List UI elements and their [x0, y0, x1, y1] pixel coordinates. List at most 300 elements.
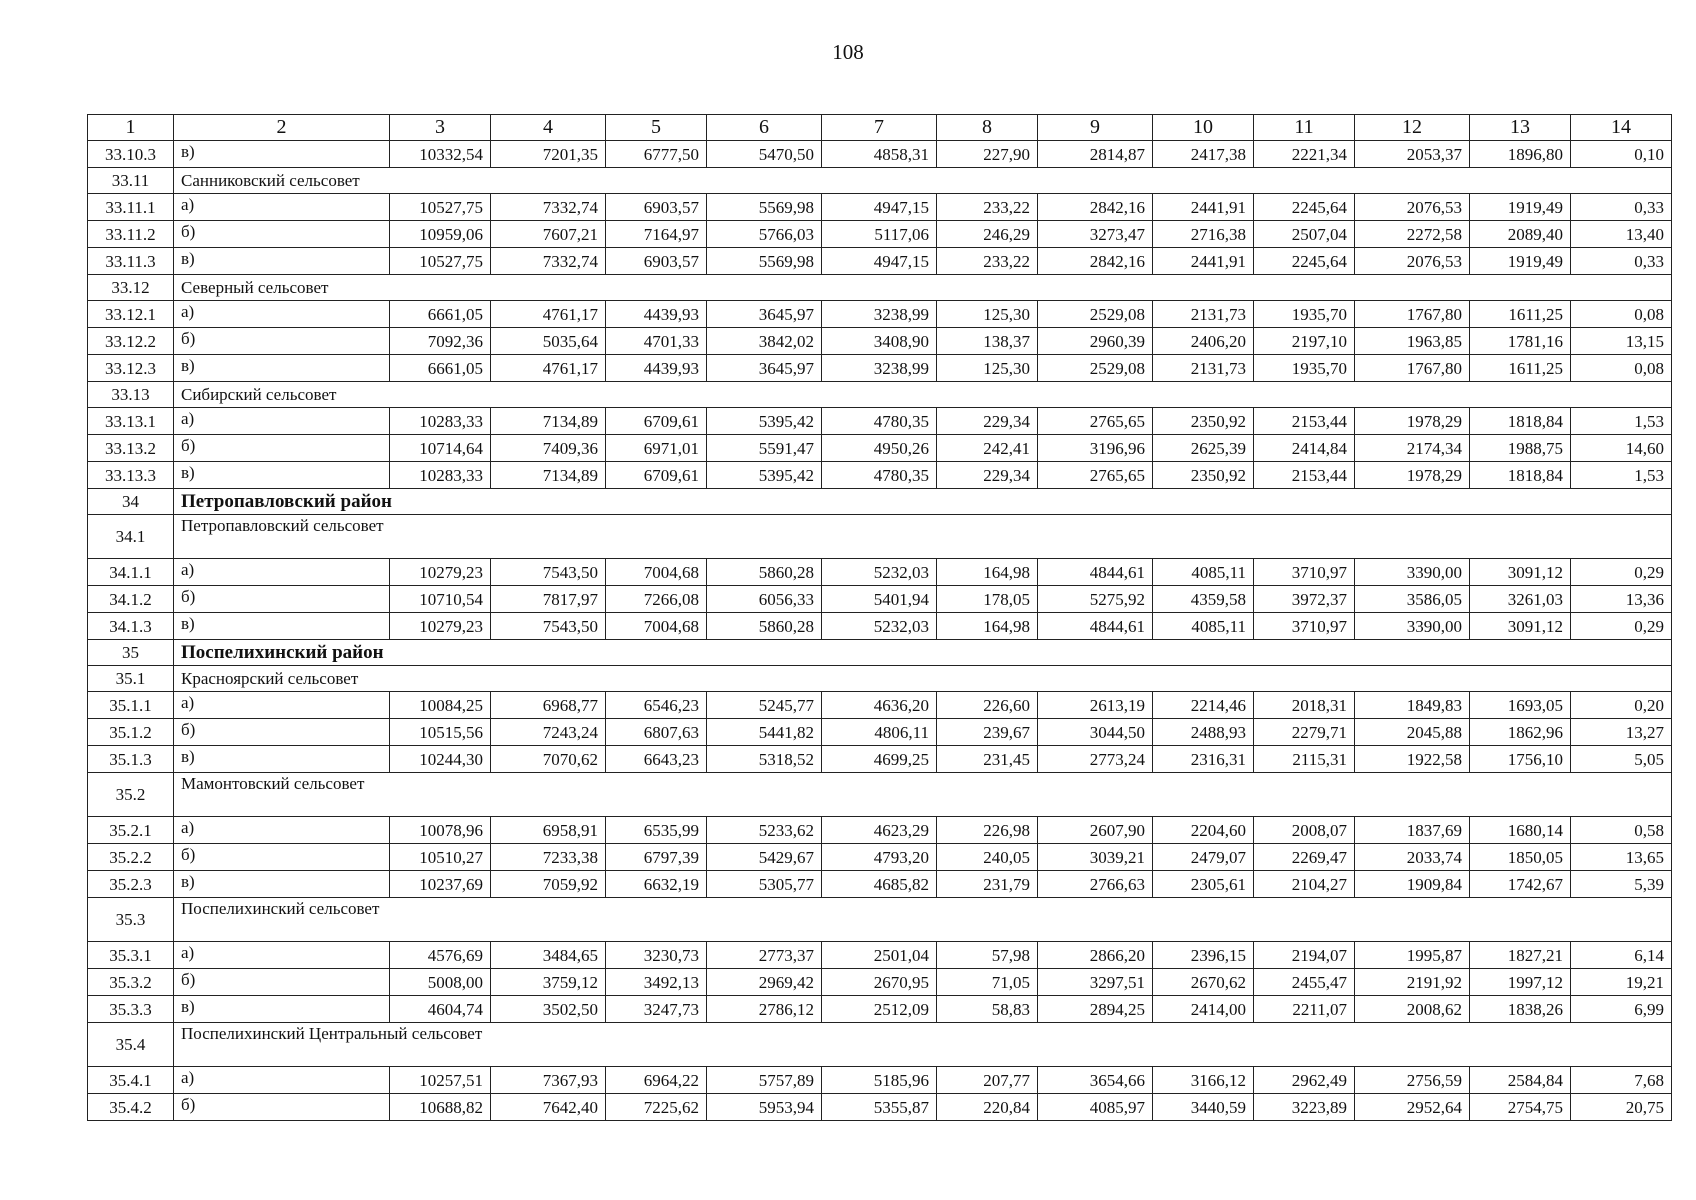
row-code: 33.12.1 — [88, 301, 174, 328]
value-cell: 125,30 — [937, 355, 1038, 382]
value-cell: 239,67 — [937, 719, 1038, 746]
value-cell: 4844,61 — [1038, 613, 1153, 640]
value-cell: 4858,31 — [822, 141, 937, 168]
row-letter: а) — [174, 408, 390, 435]
value-cell: 240,05 — [937, 844, 1038, 871]
value-cell: 10237,69 — [390, 871, 491, 898]
value-cell: 4806,11 — [822, 719, 937, 746]
row-code: 34.1.3 — [88, 613, 174, 640]
value-cell: 5355,87 — [822, 1094, 937, 1121]
section-name: Поспелихинский сельсовет — [174, 898, 1672, 942]
section-code: 33.11 — [88, 168, 174, 194]
row-letter: в) — [174, 996, 390, 1023]
value-cell: 3972,37 — [1254, 586, 1355, 613]
value-cell: 7004,68 — [606, 613, 707, 640]
value-cell: 3586,05 — [1355, 586, 1470, 613]
value-cell: 6,99 — [1571, 996, 1672, 1023]
value-cell: 1818,84 — [1470, 408, 1571, 435]
value-cell: 2417,38 — [1153, 141, 1254, 168]
district-name: Петропавловский район — [174, 489, 1672, 515]
value-cell: 1,53 — [1571, 408, 1672, 435]
value-cell: 2089,40 — [1470, 221, 1571, 248]
row-letter: а) — [174, 559, 390, 586]
value-cell: 2008,62 — [1355, 996, 1470, 1023]
value-cell: 2441,91 — [1153, 248, 1254, 275]
table-row — [88, 435, 1672, 462]
value-cell: 7332,74 — [491, 248, 606, 275]
value-cell: 2479,07 — [1153, 844, 1254, 871]
value-cell: 2104,27 — [1254, 871, 1355, 898]
value-cell: 3710,97 — [1254, 613, 1355, 640]
value-cell: 6807,63 — [606, 719, 707, 746]
table-row — [88, 942, 1672, 969]
table-row — [88, 141, 1672, 168]
value-cell: 2214,46 — [1153, 692, 1254, 719]
value-cell: 231,79 — [937, 871, 1038, 898]
value-cell: 207,77 — [937, 1067, 1038, 1094]
row-letter: а) — [174, 692, 390, 719]
value-cell: 220,84 — [937, 1094, 1038, 1121]
row-letter: в) — [174, 871, 390, 898]
value-cell: 19,21 — [1571, 969, 1672, 996]
value-cell: 4947,15 — [822, 194, 937, 221]
section-name: Красноярский сельсовет — [174, 666, 1672, 692]
value-cell: 1693,05 — [1470, 692, 1571, 719]
value-cell: 2406,20 — [1153, 328, 1254, 355]
value-cell: 1818,84 — [1470, 462, 1571, 489]
value-cell: 4844,61 — [1038, 559, 1153, 586]
value-cell: 6709,61 — [606, 462, 707, 489]
value-cell: 13,27 — [1571, 719, 1672, 746]
value-cell: 125,30 — [937, 301, 1038, 328]
value-cell: 3223,89 — [1254, 1094, 1355, 1121]
section-code: 35.2 — [88, 773, 174, 817]
value-cell: 164,98 — [937, 613, 1038, 640]
value-cell: 3759,12 — [491, 969, 606, 996]
section-name: Петропавловский сельсовет — [174, 515, 1672, 559]
table-row — [88, 328, 1672, 355]
table-row — [88, 871, 1672, 898]
row-code: 35.2.3 — [88, 871, 174, 898]
value-cell: 6535,99 — [606, 817, 707, 844]
section-row — [88, 666, 1672, 692]
table-row — [88, 194, 1672, 221]
column-header: 7 — [822, 115, 937, 141]
value-cell: 3166,12 — [1153, 1067, 1254, 1094]
table-row — [88, 969, 1672, 996]
value-cell: 2894,25 — [1038, 996, 1153, 1023]
value-cell: 5766,03 — [707, 221, 822, 248]
value-cell: 2197,10 — [1254, 328, 1355, 355]
value-cell: 6777,50 — [606, 141, 707, 168]
value-cell: 4780,35 — [822, 408, 937, 435]
value-cell: 3044,50 — [1038, 719, 1153, 746]
section-code: 35.1 — [88, 666, 174, 692]
value-cell: 3091,12 — [1470, 559, 1571, 586]
row-letter: в) — [174, 462, 390, 489]
value-cell: 2441,91 — [1153, 194, 1254, 221]
value-cell: 5860,28 — [707, 559, 822, 586]
value-cell: 4761,17 — [491, 355, 606, 382]
value-cell: 2076,53 — [1355, 194, 1470, 221]
value-cell: 5395,42 — [707, 462, 822, 489]
value-cell: 6958,91 — [491, 817, 606, 844]
value-cell: 3039,21 — [1038, 844, 1153, 871]
section-name: Санниковский сельсовет — [174, 168, 1672, 194]
row-letter: в) — [174, 248, 390, 275]
value-cell: 2153,44 — [1254, 408, 1355, 435]
value-cell: 1995,87 — [1355, 942, 1470, 969]
value-cell: 4950,26 — [822, 435, 937, 462]
value-cell: 5953,94 — [707, 1094, 822, 1121]
value-cell: 1988,75 — [1470, 435, 1571, 462]
row-code: 35.4.1 — [88, 1067, 174, 1094]
value-cell: 10510,27 — [390, 844, 491, 871]
column-header: 9 — [1038, 115, 1153, 141]
value-cell: 3273,47 — [1038, 221, 1153, 248]
value-cell: 1611,25 — [1470, 355, 1571, 382]
value-cell: 6968,77 — [491, 692, 606, 719]
value-cell: 1997,12 — [1470, 969, 1571, 996]
value-cell: 0,29 — [1571, 613, 1672, 640]
value-cell: 2512,09 — [822, 996, 937, 1023]
value-cell: 3484,65 — [491, 942, 606, 969]
value-cell: 226,60 — [937, 692, 1038, 719]
value-cell: 2962,49 — [1254, 1067, 1355, 1094]
value-cell: 7817,97 — [491, 586, 606, 613]
value-cell: 2008,07 — [1254, 817, 1355, 844]
value-cell: 4623,29 — [822, 817, 937, 844]
value-cell: 2115,31 — [1254, 746, 1355, 773]
value-cell: 7367,93 — [491, 1067, 606, 1094]
table-row — [88, 613, 1672, 640]
value-cell: 2756,59 — [1355, 1067, 1470, 1094]
value-cell: 10078,96 — [390, 817, 491, 844]
value-cell: 5757,89 — [707, 1067, 822, 1094]
value-cell: 2414,00 — [1153, 996, 1254, 1023]
value-cell: 2414,84 — [1254, 435, 1355, 462]
value-cell: 14,60 — [1571, 435, 1672, 462]
value-cell: 5008,00 — [390, 969, 491, 996]
value-cell: 7164,97 — [606, 221, 707, 248]
value-cell: 5232,03 — [822, 613, 937, 640]
section-code: 33.12 — [88, 275, 174, 301]
value-cell: 7225,62 — [606, 1094, 707, 1121]
value-cell: 2191,92 — [1355, 969, 1470, 996]
value-cell: 5117,06 — [822, 221, 937, 248]
value-cell: 242,41 — [937, 435, 1038, 462]
value-cell: 3238,99 — [822, 355, 937, 382]
column-header: 10 — [1153, 115, 1254, 141]
row-code: 33.11.1 — [88, 194, 174, 221]
row-code: 33.12.3 — [88, 355, 174, 382]
value-cell: 0,33 — [1571, 248, 1672, 275]
value-cell: 3390,00 — [1355, 559, 1470, 586]
district-row — [88, 640, 1672, 666]
row-code: 35.2.1 — [88, 817, 174, 844]
value-cell: 3247,73 — [606, 996, 707, 1023]
value-cell: 2131,73 — [1153, 301, 1254, 328]
value-cell: 4636,20 — [822, 692, 937, 719]
row-letter: а) — [174, 1067, 390, 1094]
value-cell: 5,05 — [1571, 746, 1672, 773]
value-cell: 3408,90 — [822, 328, 937, 355]
value-cell: 10283,33 — [390, 462, 491, 489]
table-row — [88, 462, 1672, 489]
value-cell: 3842,02 — [707, 328, 822, 355]
value-cell: 2279,71 — [1254, 719, 1355, 746]
value-cell: 6971,01 — [606, 435, 707, 462]
column-header: 4 — [491, 115, 606, 141]
section-name: Сибирский сельсовет — [174, 382, 1672, 408]
value-cell: 164,98 — [937, 559, 1038, 586]
value-cell: 10332,54 — [390, 141, 491, 168]
value-cell: 138,37 — [937, 328, 1038, 355]
value-cell: 3645,97 — [707, 301, 822, 328]
value-cell: 10283,33 — [390, 408, 491, 435]
value-cell: 2814,87 — [1038, 141, 1153, 168]
section-code: 35.4 — [88, 1023, 174, 1067]
value-cell: 5441,82 — [707, 719, 822, 746]
row-code: 34.1.1 — [88, 559, 174, 586]
value-cell: 2033,74 — [1355, 844, 1470, 871]
value-cell: 5233,62 — [707, 817, 822, 844]
value-cell: 178,05 — [937, 586, 1038, 613]
district-code: 35 — [88, 640, 174, 666]
row-letter: б) — [174, 969, 390, 996]
value-cell: 7607,21 — [491, 221, 606, 248]
value-cell: 1978,29 — [1355, 408, 1470, 435]
value-cell: 1742,67 — [1470, 871, 1571, 898]
value-cell: 2773,24 — [1038, 746, 1153, 773]
value-cell: 10279,23 — [390, 613, 491, 640]
value-cell: 2866,20 — [1038, 942, 1153, 969]
value-cell: 3196,96 — [1038, 435, 1153, 462]
value-cell: 10714,64 — [390, 435, 491, 462]
value-cell: 233,22 — [937, 248, 1038, 275]
row-letter: а) — [174, 942, 390, 969]
value-cell: 1767,80 — [1355, 355, 1470, 382]
value-cell: 4793,20 — [822, 844, 937, 871]
value-cell: 2018,31 — [1254, 692, 1355, 719]
value-cell: 6709,61 — [606, 408, 707, 435]
column-header: 2 — [174, 115, 390, 141]
value-cell: 6903,57 — [606, 248, 707, 275]
value-cell: 0,58 — [1571, 817, 1672, 844]
value-cell: 4761,17 — [491, 301, 606, 328]
value-cell: 4439,93 — [606, 301, 707, 328]
value-cell: 13,15 — [1571, 328, 1672, 355]
value-cell: 4439,93 — [606, 355, 707, 382]
value-cell: 231,45 — [937, 746, 1038, 773]
value-cell: 10959,06 — [390, 221, 491, 248]
value-cell: 5429,67 — [707, 844, 822, 871]
row-letter: в) — [174, 613, 390, 640]
value-cell: 2045,88 — [1355, 719, 1470, 746]
value-cell: 7642,40 — [491, 1094, 606, 1121]
row-letter: в) — [174, 355, 390, 382]
page-number: 108 — [832, 40, 864, 64]
row-letter: б) — [174, 844, 390, 871]
table-row — [88, 719, 1672, 746]
value-cell: 2350,92 — [1153, 408, 1254, 435]
value-cell: 7243,24 — [491, 719, 606, 746]
value-cell: 2960,39 — [1038, 328, 1153, 355]
row-letter: а) — [174, 817, 390, 844]
value-cell: 2584,84 — [1470, 1067, 1571, 1094]
value-cell: 7201,35 — [491, 141, 606, 168]
value-cell: 2842,16 — [1038, 248, 1153, 275]
value-cell: 4085,11 — [1153, 613, 1254, 640]
row-code: 35.4.2 — [88, 1094, 174, 1121]
value-cell: 1781,16 — [1470, 328, 1571, 355]
value-cell: 2969,42 — [707, 969, 822, 996]
row-code: 34.1.2 — [88, 586, 174, 613]
value-cell: 71,05 — [937, 969, 1038, 996]
value-cell: 13,40 — [1571, 221, 1672, 248]
column-header: 12 — [1355, 115, 1470, 141]
value-cell: 6661,05 — [390, 301, 491, 328]
value-cell: 2272,58 — [1355, 221, 1470, 248]
row-code: 33.11.2 — [88, 221, 174, 248]
row-code: 33.10.3 — [88, 141, 174, 168]
value-cell: 6056,33 — [707, 586, 822, 613]
value-cell: 226,98 — [937, 817, 1038, 844]
value-cell: 0,20 — [1571, 692, 1672, 719]
value-cell: 1909,84 — [1355, 871, 1470, 898]
value-cell: 2131,73 — [1153, 355, 1254, 382]
value-cell: 10084,25 — [390, 692, 491, 719]
section-row — [88, 382, 1672, 408]
value-cell: 7,68 — [1571, 1067, 1672, 1094]
value-cell: 3492,13 — [606, 969, 707, 996]
section-name: Северный сельсовет — [174, 275, 1672, 301]
value-cell: 1935,70 — [1254, 355, 1355, 382]
row-code: 33.13.3 — [88, 462, 174, 489]
row-letter: в) — [174, 746, 390, 773]
row-letter: б) — [174, 1094, 390, 1121]
column-header: 11 — [1254, 115, 1355, 141]
value-cell: 6661,05 — [390, 355, 491, 382]
value-cell: 7543,50 — [491, 559, 606, 586]
value-cell: 2350,92 — [1153, 462, 1254, 489]
value-cell: 2765,65 — [1038, 408, 1153, 435]
value-cell: 7070,62 — [491, 746, 606, 773]
value-cell: 2245,64 — [1254, 248, 1355, 275]
value-cell: 2842,16 — [1038, 194, 1153, 221]
value-cell: 5275,92 — [1038, 586, 1153, 613]
section-row — [88, 275, 1672, 301]
value-cell: 2766,63 — [1038, 871, 1153, 898]
value-cell: 20,75 — [1571, 1094, 1672, 1121]
value-cell: 2952,64 — [1355, 1094, 1470, 1121]
table-row — [88, 746, 1672, 773]
value-cell: 2529,08 — [1038, 301, 1153, 328]
value-cell: 4685,82 — [822, 871, 937, 898]
row-letter: б) — [174, 328, 390, 355]
value-cell: 2076,53 — [1355, 248, 1470, 275]
value-cell: 2455,47 — [1254, 969, 1355, 996]
value-cell: 3710,97 — [1254, 559, 1355, 586]
value-cell: 3091,12 — [1470, 613, 1571, 640]
value-cell: 2153,44 — [1254, 462, 1355, 489]
value-cell: 2670,95 — [822, 969, 937, 996]
section-row — [88, 898, 1672, 942]
value-cell: 2053,37 — [1355, 141, 1470, 168]
value-cell: 5591,47 — [707, 435, 822, 462]
value-cell: 3502,50 — [491, 996, 606, 1023]
row-code: 33.13.1 — [88, 408, 174, 435]
value-cell: 2194,07 — [1254, 942, 1355, 969]
value-cell: 3297,51 — [1038, 969, 1153, 996]
value-cell: 6546,23 — [606, 692, 707, 719]
value-cell: 5470,50 — [707, 141, 822, 168]
value-cell: 1850,05 — [1470, 844, 1571, 871]
row-code: 33.11.3 — [88, 248, 174, 275]
value-cell: 7059,92 — [491, 871, 606, 898]
value-cell: 4947,15 — [822, 248, 937, 275]
value-cell: 13,65 — [1571, 844, 1672, 871]
value-cell: 2204,60 — [1153, 817, 1254, 844]
value-cell: 1827,21 — [1470, 942, 1571, 969]
row-letter: а) — [174, 301, 390, 328]
section-row — [88, 1023, 1672, 1067]
value-cell: 0,33 — [1571, 194, 1672, 221]
column-header: 14 — [1571, 115, 1672, 141]
value-cell: 4085,97 — [1038, 1094, 1153, 1121]
row-code: 35.1.1 — [88, 692, 174, 719]
value-cell: 1611,25 — [1470, 301, 1571, 328]
value-cell: 5185,96 — [822, 1067, 937, 1094]
value-cell: 2221,34 — [1254, 141, 1355, 168]
value-cell: 2245,64 — [1254, 194, 1355, 221]
value-cell: 5401,94 — [822, 586, 937, 613]
column-header: 13 — [1470, 115, 1571, 141]
header-row — [88, 115, 1672, 141]
value-cell: 7409,36 — [491, 435, 606, 462]
value-cell: 3230,73 — [606, 942, 707, 969]
value-cell: 10244,30 — [390, 746, 491, 773]
value-cell: 0,10 — [1571, 141, 1672, 168]
value-cell: 1919,49 — [1470, 248, 1571, 275]
district-name: Поспелихинский район — [174, 640, 1672, 666]
value-cell: 2773,37 — [707, 942, 822, 969]
row-code: 35.2.2 — [88, 844, 174, 871]
value-cell: 4699,25 — [822, 746, 937, 773]
value-cell: 7134,89 — [491, 408, 606, 435]
value-cell: 57,98 — [937, 942, 1038, 969]
value-cell: 6964,22 — [606, 1067, 707, 1094]
value-cell: 227,90 — [937, 141, 1038, 168]
value-cell: 1756,10 — [1470, 746, 1571, 773]
value-cell: 2607,90 — [1038, 817, 1153, 844]
column-header: 6 — [707, 115, 822, 141]
table-row — [88, 1067, 1672, 1094]
value-cell: 10515,56 — [390, 719, 491, 746]
row-letter: б) — [174, 719, 390, 746]
row-letter: в) — [174, 141, 390, 168]
value-cell: 5232,03 — [822, 559, 937, 586]
value-cell: 10527,75 — [390, 194, 491, 221]
value-cell: 4780,35 — [822, 462, 937, 489]
value-cell: 2501,04 — [822, 942, 937, 969]
value-cell: 5569,98 — [707, 248, 822, 275]
value-cell: 2786,12 — [707, 996, 822, 1023]
value-cell: 2396,15 — [1153, 942, 1254, 969]
row-code: 33.13.2 — [88, 435, 174, 462]
value-cell: 10527,75 — [390, 248, 491, 275]
value-cell: 233,22 — [937, 194, 1038, 221]
